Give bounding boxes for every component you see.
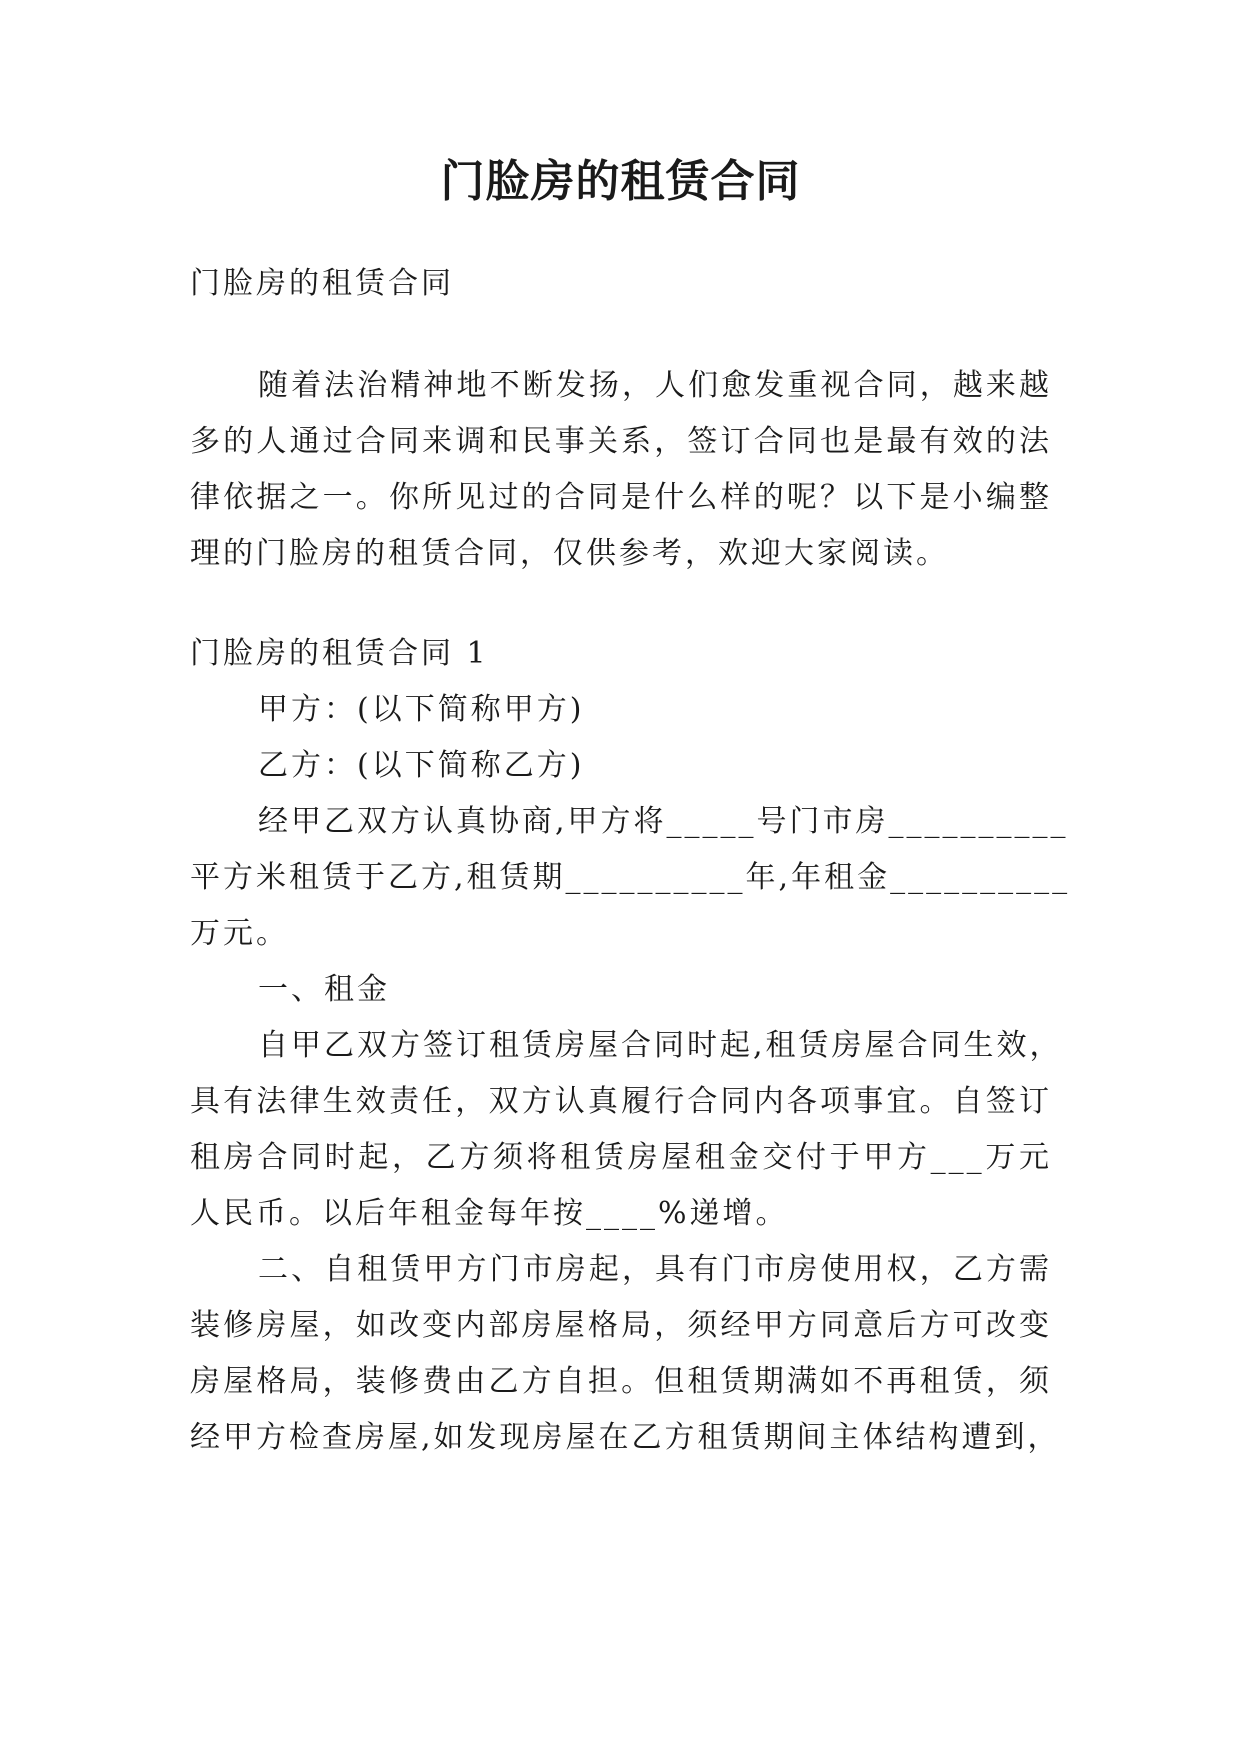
agreement-line: 经甲乙双方认真协商,甲方将_____号门市房__________ (258, 804, 1069, 839)
document-subtitle: 门脸房的租赁合同 (190, 266, 454, 301)
agreement-line: 万元。 (190, 916, 289, 951)
intro-line: 随着法治精神地不断发扬，人们愈发重视合同，越来越 (258, 368, 1052, 403)
intro-line: 律依据之一。你所见过的合同是什么样的呢？以下是小编整 (190, 480, 1052, 515)
intro-line: 理的门脸房的租赁合同，仅供参考，欢迎大家阅读。 (190, 536, 949, 571)
document-title: 门脸房的租赁合同 (440, 156, 801, 207)
party-b-line: 乙方：(以下简称乙方) (258, 748, 585, 783)
clause-2-line: 房屋格局，装修费由乙方自担。但租赁期满如不再租赁，须 (190, 1364, 1052, 1399)
clause-1-line: 租房合同时起，乙方须将租赁房屋租金交付于甲方___万元 (190, 1140, 1052, 1175)
intro-line: 多的人通过合同来调和民事关系，签订合同也是最有效的法 (190, 424, 1052, 459)
clause-2-line: 经甲方检查房屋,如发现房屋在乙方租赁期间主体结构遭到， (190, 1420, 1061, 1455)
clause-1-line: 人民币。以后年租金每年按____%递增。 (190, 1196, 789, 1231)
clause-1-line: 具有法律生效责任，双方认真履行合同内各项事宜。自签订 (190, 1084, 1052, 1119)
clause-1-line: 自甲乙双方签订租赁房屋合同时起,租赁房屋合同生效， (258, 1028, 1063, 1063)
clause-2-line: 装修房屋，如改变内部房屋格局，须经甲方同意后方可改变 (190, 1308, 1052, 1343)
clause-2-line: 二、自租赁甲方门市房起，具有门市房使用权，乙方需 (258, 1252, 1052, 1287)
section-heading: 门脸房的租赁合同 1 (190, 636, 489, 671)
clause-1-heading: 一、租金 (258, 972, 390, 1007)
party-a-line: 甲方：(以下简称甲方) (258, 692, 585, 727)
agreement-line: 平方米租赁于乙方,租赁期__________年,年租金__________ (190, 860, 1071, 895)
